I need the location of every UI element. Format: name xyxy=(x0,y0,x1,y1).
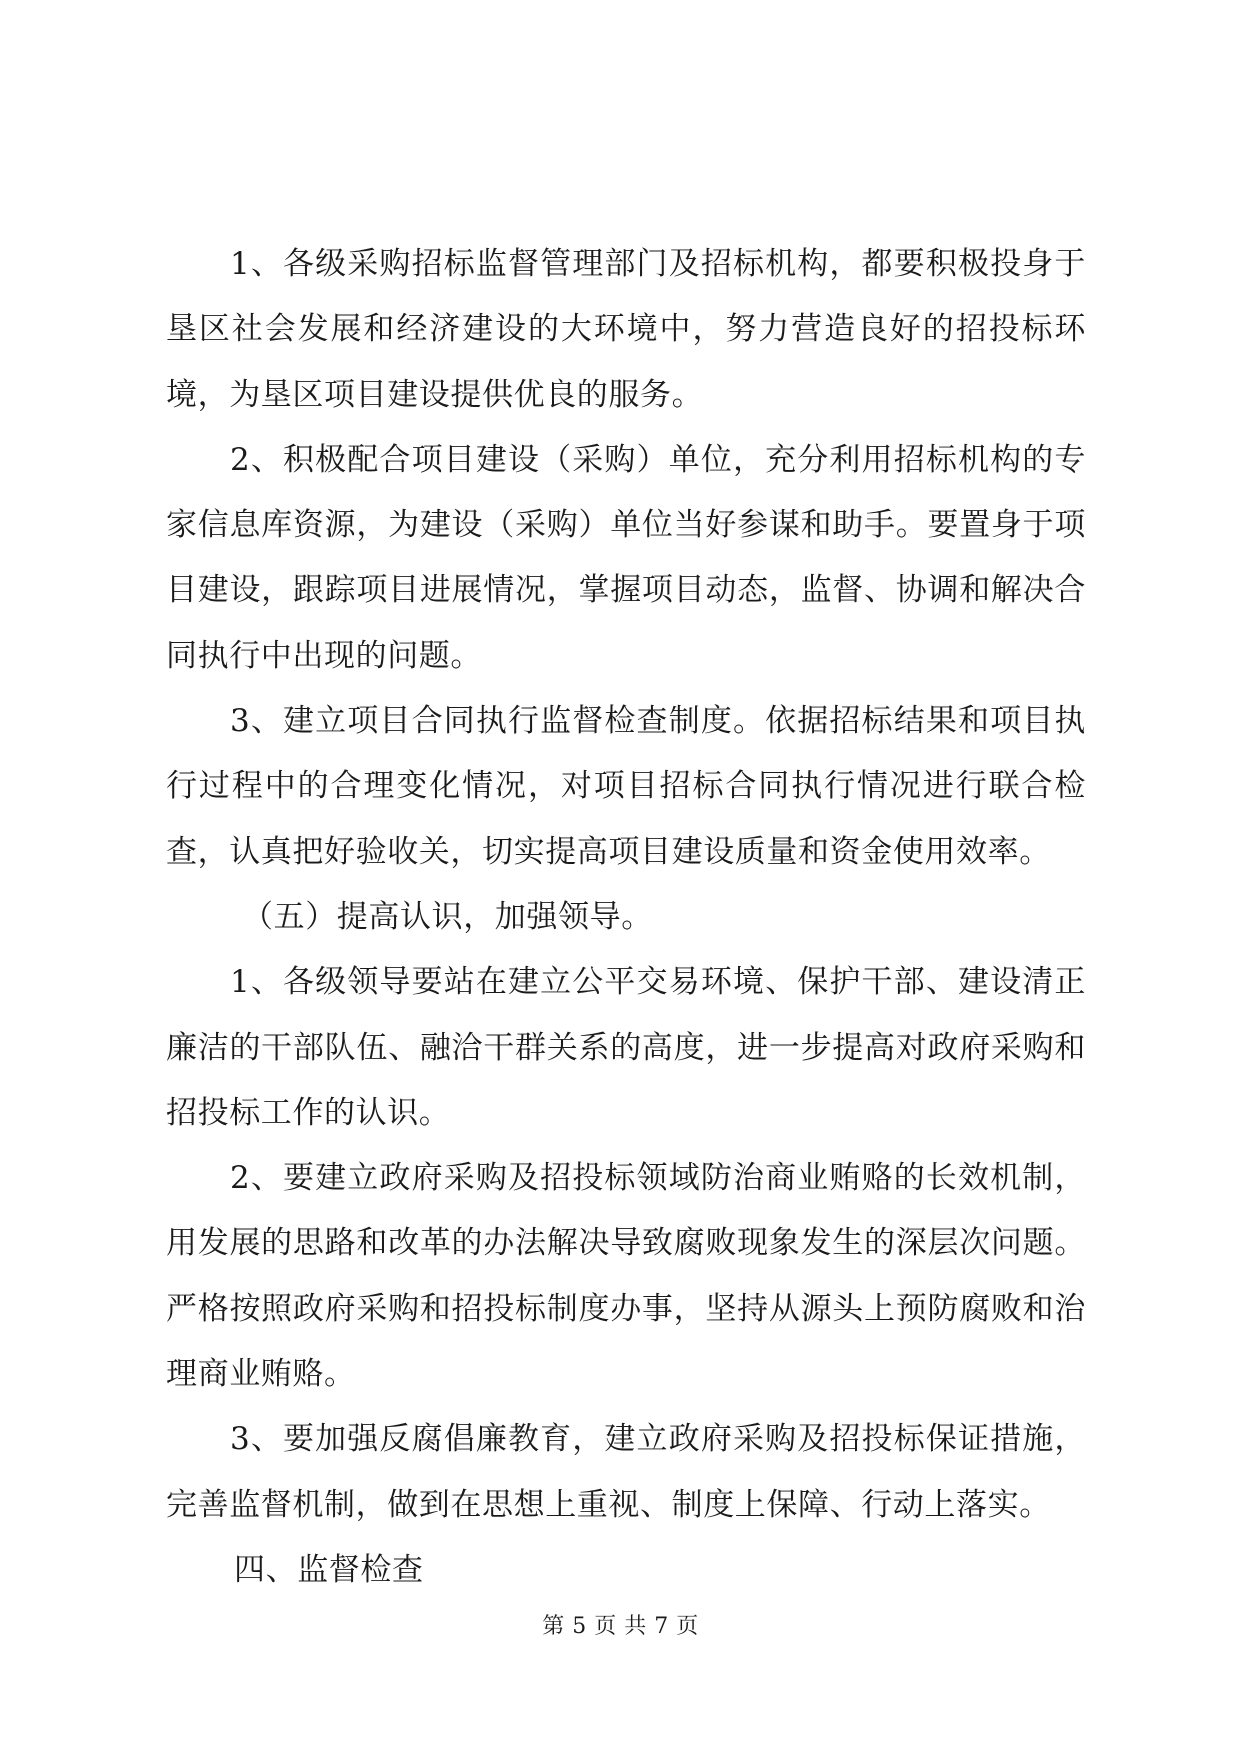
page-footer: 第 5 页 共 7 页 xyxy=(542,1614,699,1639)
paragraph-4-2: 2、积极配合项目建设（采购）单位，充分利用招标机构的专家信息库资源，为建设（采购）单位当好参谋和助手。要置身于项目建设，跟踪项目进展情况，掌握项目动态，监督、协调和解决合同执行中出现的问题。 xyxy=(166,441,1086,674)
paragraph-5-3: 3、要加强反腐倡廉教育，建立政府采购及招投标保证措施，完善监督机制，做到在思想上重视、制度上保障、行动上落实。 xyxy=(166,1421,1086,1523)
paragraph-5-2: 2、要建立政府采购及招投标领域防治商业贿赂的长效机制，用发展的思路和改革的办法解决导致腐败现象发生的深层次问题。严格按照政府采购和招投标制度办事，坚持从源头上预防腐败和治理商业贿赂。 xyxy=(166,1160,1086,1393)
paragraph-4-1: 1、各级采购招标监督管理部门及招标机构，都要积极投身于垦区社会发展和经济建设的大环境中，努力营造良好的招投标环境，为垦区项目建设提供优良的服务。 xyxy=(166,246,1086,413)
paragraph-5-1: 1、各级领导要站在建立公平交易环境、保护干部、建设清正廉洁的干部队伍、融洽干群关系的高度，进一步提高对政府采购和招投标工作的认识。 xyxy=(166,964,1086,1131)
body-text xyxy=(166,232,1086,1603)
section-heading-5: （五）提高认识，加强领导。 xyxy=(242,898,653,935)
paragraph-4-3: 3、建立项目合同执行监督检查制度。依据招标结果和项目执行过程中的合理变化情况，对项目招标合同执行情况进行联合检查，认真把好验收关，切实提高项目建设质量和资金使用效率。 xyxy=(166,703,1086,870)
section-heading-four: 四、监督检查 xyxy=(234,1551,424,1588)
